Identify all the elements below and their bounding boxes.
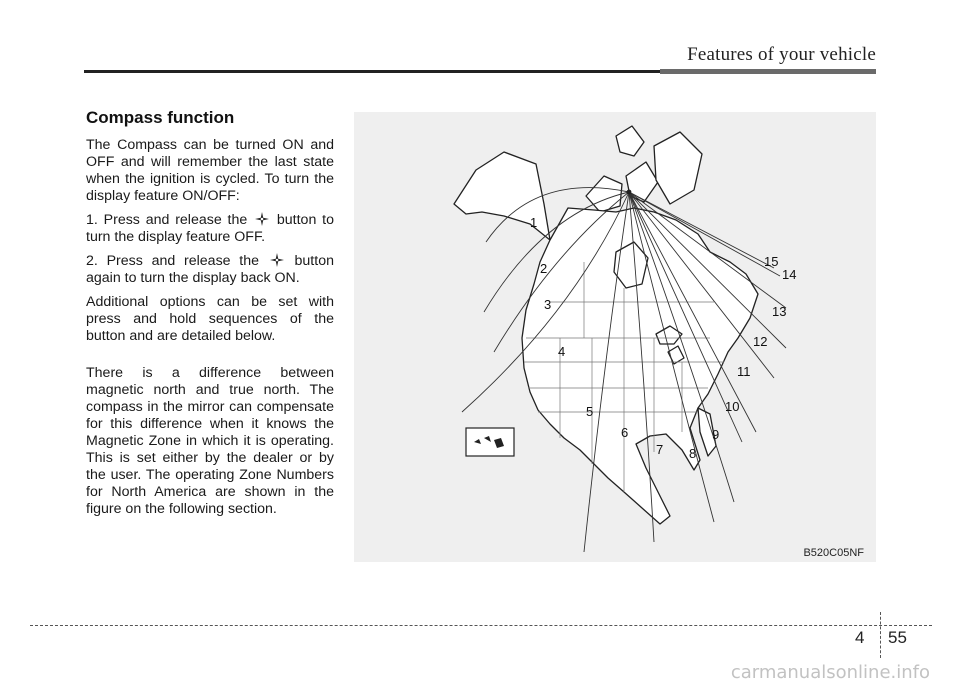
- options-paragraph: Additional options can be set with press and hold sequences of the button and are detailed below.: [86, 294, 334, 344]
- step-1-text-a: 1. Press and release the: [86, 212, 248, 228]
- intro-paragraph: The Compass can be turned ON and OFF and will remember the last state when the ignition is cycled. To turn the display feature ON/OFF:: [86, 137, 334, 204]
- zone-label: 8: [689, 446, 697, 461]
- zone-label: 9: [712, 427, 720, 442]
- arctic-island: [586, 176, 622, 212]
- running-title: Features of your vehicle: [687, 44, 876, 65]
- zone-label: 12: [753, 334, 768, 349]
- zone-label: 5: [586, 404, 594, 419]
- hawaii-inset: [466, 428, 514, 456]
- zone-label: 11: [737, 364, 751, 379]
- compass-button-icon: [270, 253, 284, 267]
- section-heading: Compass function: [86, 108, 235, 127]
- arctic-island: [616, 126, 644, 156]
- chapter-number: 4: [855, 628, 865, 647]
- compass-section: [86, 108, 334, 525]
- zone-label: 1: [530, 215, 538, 230]
- zone-label: 14: [782, 267, 797, 282]
- footer-divider: [880, 612, 881, 658]
- compass-button-icon: [255, 212, 269, 226]
- zone-label: 7: [656, 442, 664, 457]
- footer-rule: [30, 625, 932, 626]
- zone-label: 10: [725, 399, 740, 414]
- north-america-map-illustration: [354, 112, 876, 562]
- watermark: carmanualsonline.info: [730, 662, 930, 683]
- zone-label: 13: [772, 304, 787, 319]
- zone-label: 15: [764, 254, 779, 269]
- header-rule-accent: [660, 69, 876, 74]
- figure-code: B520C05NF: [803, 547, 864, 559]
- step-1-text-b: button to turn the display feature OFF.: [86, 212, 334, 245]
- magnetic-zone-map: [354, 112, 876, 562]
- magnetic-north-paragraph: There is a difference between magnetic north and true north. The compass in the mirror can compensate for this difference when it knows the Magnetic Zone in which it is operating. This is set either by the dealer or by the user. The operating Zone Numbers for North America are shown in the figure on the following section.: [86, 365, 334, 517]
- step-1: [86, 212, 334, 246]
- step-2-text-a: 2. Press and release the: [86, 253, 260, 269]
- header-rule: [84, 70, 660, 73]
- zone-label: 4: [558, 344, 566, 359]
- step-2: [86, 253, 334, 287]
- zone-label: 3: [544, 297, 552, 312]
- greenland-outline: [654, 132, 702, 204]
- page-number: 55: [888, 628, 907, 647]
- zone-label: 6: [621, 425, 629, 440]
- magnetic-north-pole: [627, 190, 632, 195]
- zone-label: 2: [540, 261, 548, 276]
- step-2-text-b: button again to turn the display back ON.: [86, 253, 334, 286]
